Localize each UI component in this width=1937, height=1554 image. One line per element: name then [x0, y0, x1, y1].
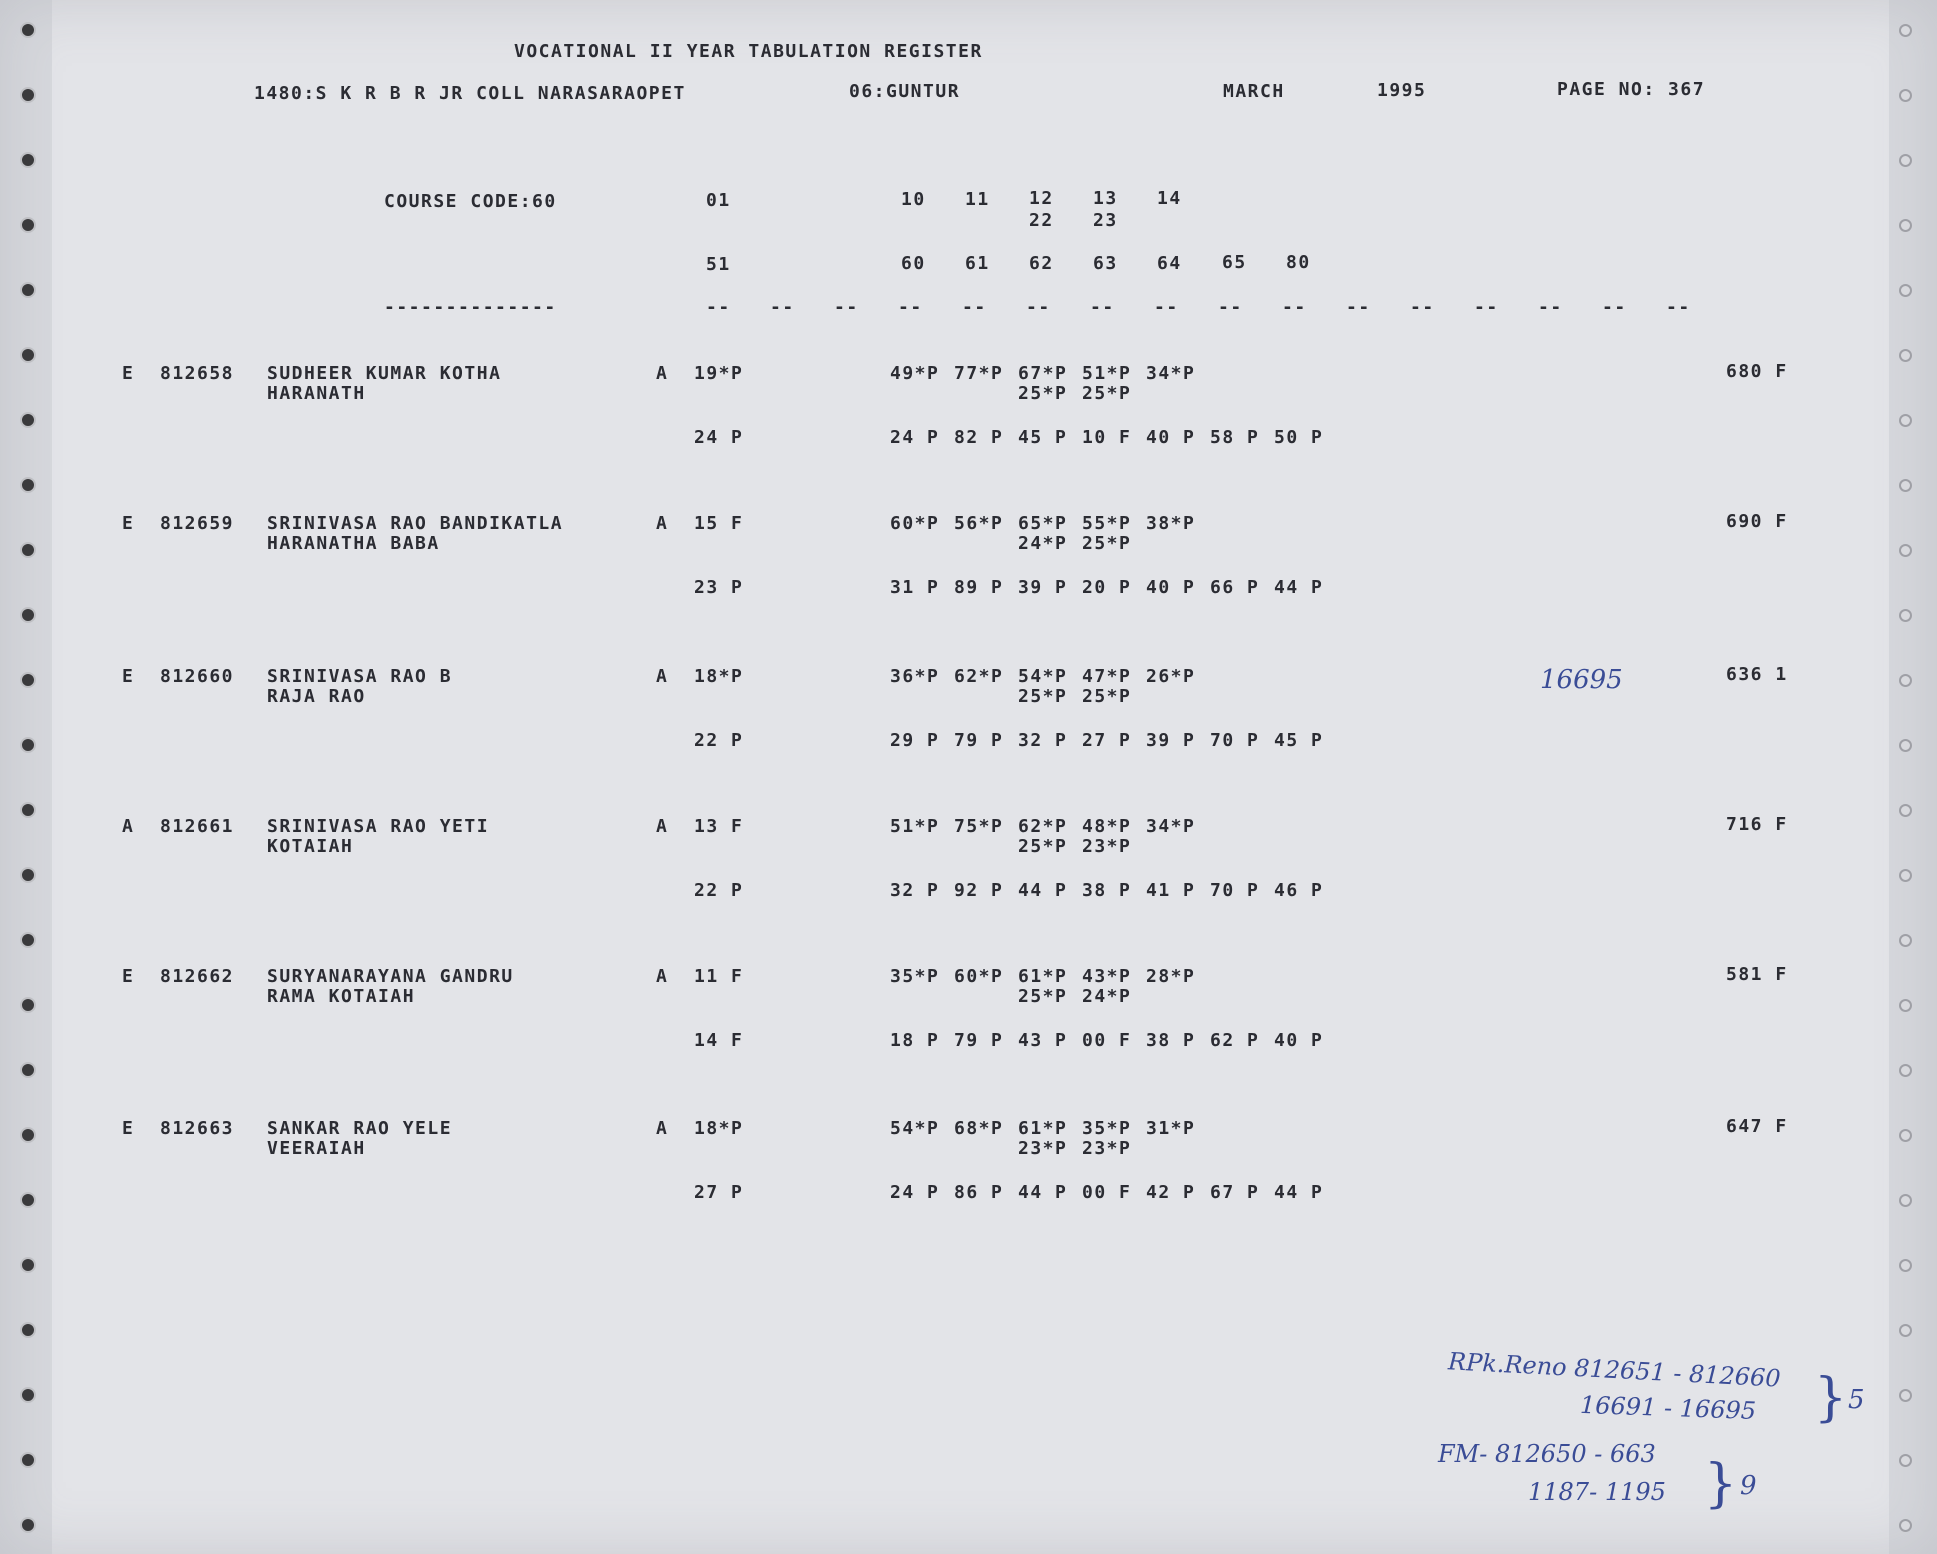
college-name: 1480:S K R B R JR COLL NARASARAOPET	[254, 83, 686, 104]
mark-line1: 54*P	[890, 1118, 940, 1139]
mark-line2: 92 P	[954, 880, 1004, 901]
sprocket-hole-right	[1899, 999, 1912, 1012]
student-category: E	[122, 966, 135, 987]
handwritten-rpk-line1: RPk.Reno 812651 - 812660	[1447, 1347, 1782, 1393]
column-dash: --	[962, 297, 987, 318]
mark-line2: 40 P	[1274, 1030, 1324, 1051]
mark-line2: 24 P	[890, 427, 940, 448]
sprocket-hole-right	[1899, 739, 1912, 752]
student-father-name: VEERAIAH	[267, 1138, 366, 1159]
sprocket-hole-left	[20, 1192, 36, 1208]
mark-line1: 48*P	[1082, 816, 1132, 837]
sprocket-hole-left	[20, 1452, 36, 1468]
mark-line1: 36*P	[890, 666, 940, 687]
mark-line2: 82 P	[954, 427, 1004, 448]
mark-line1: 67*P	[1018, 363, 1068, 384]
mark-51: 14 F	[694, 1030, 744, 1051]
mark-line1: 68*P	[954, 1118, 1004, 1139]
mark-line1: 60*P	[890, 513, 940, 534]
student-father-name: HARANATH	[267, 383, 366, 404]
code-80: 80	[1286, 252, 1311, 273]
mark-line2: 29 P	[890, 730, 940, 751]
mark-line1: 35*P	[890, 966, 940, 987]
mark-line2: 41 P	[1146, 880, 1196, 901]
mark-line2: 70 P	[1210, 880, 1260, 901]
sprocket-hole-right	[1899, 349, 1912, 362]
column-dash: --	[1474, 297, 1499, 318]
mark-line2: 43 P	[1018, 1030, 1068, 1051]
student-grade: A	[656, 513, 669, 534]
student-roll-number: 812661	[160, 816, 235, 837]
mark-line2: 79 P	[954, 730, 1004, 751]
sprocket-hole-left	[20, 1517, 36, 1533]
course-code: COURSE CODE:60	[384, 191, 557, 212]
mark-line1b: 25*P	[1082, 533, 1132, 554]
student-father-name: RAJA RAO	[267, 686, 366, 707]
mark-51: 22 P	[694, 880, 744, 901]
code-60: 60	[901, 253, 926, 274]
student-roll-number: 812659	[160, 513, 235, 534]
mark-51: 22 P	[694, 730, 744, 751]
code-13: 13	[1093, 188, 1118, 209]
mark-line2: 00 F	[1082, 1182, 1132, 1203]
student-roll-number: 812662	[160, 966, 235, 987]
sprocket-hole-right	[1899, 154, 1912, 167]
student-grade: A	[656, 363, 669, 384]
mark-line2: 50 P	[1274, 427, 1324, 448]
column-dash: --	[1538, 297, 1563, 318]
mark-line2: 32 P	[890, 880, 940, 901]
mark-51: 27 P	[694, 1182, 744, 1203]
mark-line1: 38*P	[1146, 513, 1196, 534]
sprocket-hole-left	[20, 347, 36, 363]
mark-01: 13 F	[694, 816, 744, 837]
mark-line2: 39 P	[1018, 577, 1068, 598]
column-dash: --	[770, 297, 795, 318]
sprocket-hole-right	[1899, 414, 1912, 427]
code-64: 64	[1157, 253, 1182, 274]
mark-line2: 39 P	[1146, 730, 1196, 751]
handwritten-brace-2: }	[1704, 1454, 1738, 1514]
page-number: PAGE NO: 367	[1557, 79, 1706, 100]
mark-line2: 79 P	[954, 1030, 1004, 1051]
column-dash: --	[1410, 297, 1435, 318]
mark-line1b: 25*P	[1018, 686, 1068, 707]
sprocket-hole-left	[20, 87, 36, 103]
student-name: SANKAR RAO YELE	[267, 1118, 453, 1139]
sprocket-hole-left	[20, 1062, 36, 1078]
sprocket-hole-right	[1899, 479, 1912, 492]
column-dash: --	[706, 297, 731, 318]
mark-line1: 51*P	[1082, 363, 1132, 384]
mark-line2: 27 P	[1082, 730, 1132, 751]
student-category: E	[122, 666, 135, 687]
mark-line1: 62*P	[954, 666, 1004, 687]
mark-line1: 61*P	[1018, 966, 1068, 987]
handwritten-fm-line1: FM- 812650 - 663	[1438, 1440, 1656, 1468]
handwritten-brace-1: }	[1814, 1368, 1848, 1428]
handwritten-fm-count: 9	[1740, 1471, 1757, 1501]
code-62: 62	[1029, 253, 1054, 274]
sprocket-hole-left	[20, 867, 36, 883]
mark-line2: 38 P	[1082, 880, 1132, 901]
code-14: 14	[1157, 188, 1182, 209]
sprocket-hole-right	[1899, 934, 1912, 947]
mark-line1: 31*P	[1146, 1118, 1196, 1139]
student-name: SRINIVASA RAO YETI	[267, 816, 490, 837]
right-tractor-strip	[1889, 0, 1937, 1554]
mark-line1b: 25*P	[1018, 836, 1068, 857]
sprocket-hole-right	[1899, 219, 1912, 232]
student-roll-number: 812663	[160, 1118, 235, 1139]
student-name: SURYANARAYANA GANDRU	[267, 966, 514, 987]
student-grade: A	[656, 966, 669, 987]
mark-line2: 20 P	[1082, 577, 1132, 598]
mark-line1b: 25*P	[1082, 383, 1132, 404]
mark-line2: 32 P	[1018, 730, 1068, 751]
mark-line1: 77*P	[954, 363, 1004, 384]
sprocket-hole-left	[20, 737, 36, 753]
sprocket-hole-left	[20, 542, 36, 558]
mark-line2: 58 P	[1210, 427, 1260, 448]
mark-line1: 54*P	[1018, 666, 1068, 687]
mark-line1b: 24*P	[1082, 986, 1132, 1007]
mark-line2: 70 P	[1210, 730, 1260, 751]
mark-line1: 61*P	[1018, 1118, 1068, 1139]
mark-line1: 26*P	[1146, 666, 1196, 687]
mark-line1b: 24*P	[1018, 533, 1068, 554]
mark-01: 15 F	[694, 513, 744, 534]
student-grade: A	[656, 666, 669, 687]
mark-01: 11 F	[694, 966, 744, 987]
column-dash: --	[1666, 297, 1691, 318]
exam-year: 1995	[1377, 80, 1427, 101]
sprocket-hole-left	[20, 1127, 36, 1143]
sprocket-hole-left	[20, 1257, 36, 1273]
sprocket-hole-right	[1899, 89, 1912, 102]
sprocket-hole-left	[20, 217, 36, 233]
sprocket-hole-right	[1899, 869, 1912, 882]
column-dash: --	[1154, 297, 1179, 318]
sprocket-hole-left	[20, 672, 36, 688]
mark-line2: 42 P	[1146, 1182, 1196, 1203]
code-12: 12	[1029, 188, 1054, 209]
mark-line2: 46 P	[1274, 880, 1324, 901]
mark-line1b: 25*P	[1018, 383, 1068, 404]
mark-line2: 44 P	[1274, 577, 1324, 598]
handwritten-rpk-line2: 16691 - 16695	[1579, 1390, 1757, 1426]
mark-line2: 24 P	[890, 1182, 940, 1203]
left-tractor-strip	[0, 0, 52, 1554]
mark-line2: 45 P	[1018, 427, 1068, 448]
sprocket-hole-right	[1899, 1259, 1912, 1272]
column-dash: --	[1218, 297, 1243, 318]
code-11: 11	[965, 189, 990, 210]
code-51: 51	[706, 254, 731, 275]
sprocket-hole-left	[20, 152, 36, 168]
sprocket-hole-right	[1899, 1194, 1912, 1207]
mark-line2: 18 P	[890, 1030, 940, 1051]
mark-line2: 86 P	[954, 1182, 1004, 1203]
mark-line2: 40 P	[1146, 577, 1196, 598]
column-dash: --	[1282, 297, 1307, 318]
mark-01: 19*P	[694, 363, 744, 384]
sprocket-hole-right	[1899, 1324, 1912, 1337]
student-roll-number: 812660	[160, 666, 235, 687]
mark-line2: 66 P	[1210, 577, 1260, 598]
mark-line2: 67 P	[1210, 1182, 1260, 1203]
mark-line1: 28*P	[1146, 966, 1196, 987]
student-total: 647 F	[1726, 1116, 1788, 1137]
mark-line1: 65*P	[1018, 513, 1068, 534]
handwritten-mid-note: 16695	[1540, 665, 1623, 695]
code-65: 65	[1222, 252, 1247, 273]
mark-line2: 10 F	[1082, 427, 1132, 448]
sprocket-hole-left	[20, 802, 36, 818]
code-01: 01	[706, 190, 731, 211]
mark-line1: 34*P	[1146, 363, 1196, 384]
column-dash: --	[1026, 297, 1051, 318]
mark-line2: 44 P	[1018, 1182, 1068, 1203]
student-grade: A	[656, 816, 669, 837]
sprocket-hole-right	[1899, 1129, 1912, 1142]
column-dash: --	[1346, 297, 1371, 318]
sprocket-hole-left	[20, 282, 36, 298]
student-total: 581 F	[1726, 964, 1788, 985]
mark-line1b: 25*P	[1018, 986, 1068, 1007]
sprocket-hole-right	[1899, 1389, 1912, 1402]
student-total: 716 F	[1726, 814, 1788, 835]
sprocket-hole-right	[1899, 804, 1912, 817]
mark-line1: 75*P	[954, 816, 1004, 837]
sprocket-hole-right	[1899, 1519, 1912, 1532]
header-underline: --------------	[384, 297, 557, 318]
mark-line2: 62 P	[1210, 1030, 1260, 1051]
mark-line1: 47*P	[1082, 666, 1132, 687]
column-dash: --	[834, 297, 859, 318]
mark-line1: 51*P	[890, 816, 940, 837]
sprocket-hole-left	[20, 22, 36, 38]
mark-line2: 44 P	[1274, 1182, 1324, 1203]
sprocket-hole-right	[1899, 1064, 1912, 1077]
column-dash: --	[1090, 297, 1115, 318]
student-category: E	[122, 513, 135, 534]
student-total: 636 1	[1726, 664, 1788, 685]
register-title: VOCATIONAL II YEAR TABULATION REGISTER	[514, 41, 983, 62]
student-name: SRINIVASA RAO BANDIKATLA	[267, 513, 564, 534]
mark-line1: 34*P	[1146, 816, 1196, 837]
student-name: SUDHEER KUMAR KOTHA	[267, 363, 502, 384]
mark-01: 18*P	[694, 1118, 744, 1139]
sprocket-hole-left	[20, 412, 36, 428]
mark-line2: 38 P	[1146, 1030, 1196, 1051]
sprocket-hole-right	[1899, 609, 1912, 622]
mark-line1b: 25*P	[1082, 686, 1132, 707]
student-category: E	[122, 363, 135, 384]
mark-01: 18*P	[694, 666, 744, 687]
student-category: A	[122, 816, 135, 837]
student-father-name: HARANATHA BABA	[267, 533, 440, 554]
mark-51: 24 P	[694, 427, 744, 448]
code-10: 10	[901, 189, 926, 210]
mark-line1b: 23*P	[1018, 1138, 1068, 1159]
sprocket-hole-right	[1899, 544, 1912, 557]
district-name: 06:GUNTUR	[849, 81, 961, 102]
student-grade: A	[656, 1118, 669, 1139]
mark-51: 23 P	[694, 577, 744, 598]
student-category: E	[122, 1118, 135, 1139]
mark-line1: 56*P	[954, 513, 1004, 534]
mark-line1: 62*P	[1018, 816, 1068, 837]
student-total: 680 F	[1726, 361, 1788, 382]
student-total: 690 F	[1726, 511, 1788, 532]
mark-line2: 00 F	[1082, 1030, 1132, 1051]
mark-line1: 43*P	[1082, 966, 1132, 987]
mark-line2: 40 P	[1146, 427, 1196, 448]
sprocket-hole-left	[20, 1387, 36, 1403]
code-22: 22	[1029, 210, 1054, 231]
student-roll-number: 812658	[160, 363, 235, 384]
sprocket-hole-right	[1899, 1454, 1912, 1467]
mark-line2: 44 P	[1018, 880, 1068, 901]
mark-line2: 31 P	[890, 577, 940, 598]
mark-line1: 35*P	[1082, 1118, 1132, 1139]
student-father-name: RAMA KOTAIAH	[267, 986, 416, 1007]
column-dash: --	[898, 297, 923, 318]
sprocket-hole-left	[20, 997, 36, 1013]
mark-line1: 55*P	[1082, 513, 1132, 534]
code-61: 61	[965, 253, 990, 274]
exam-month: MARCH	[1223, 81, 1285, 102]
mark-line1: 60*P	[954, 966, 1004, 987]
sprocket-hole-right	[1899, 284, 1912, 297]
mark-line2: 45 P	[1274, 730, 1324, 751]
sprocket-hole-right	[1899, 24, 1912, 37]
sprocket-hole-left	[20, 607, 36, 623]
sprocket-hole-right	[1899, 674, 1912, 687]
mark-line1: 49*P	[890, 363, 940, 384]
student-father-name: KOTAIAH	[267, 836, 354, 857]
code-23: 23	[1093, 210, 1118, 231]
mark-line2: 89 P	[954, 577, 1004, 598]
sprocket-hole-left	[20, 1322, 36, 1338]
student-name: SRINIVASA RAO B	[267, 666, 453, 687]
sprocket-hole-left	[20, 477, 36, 493]
mark-line1b: 23*P	[1082, 1138, 1132, 1159]
handwritten-rpk-count: 5	[1848, 1385, 1865, 1415]
mark-line1b: 23*P	[1082, 836, 1132, 857]
column-dash: --	[1602, 297, 1627, 318]
sprocket-hole-left	[20, 932, 36, 948]
handwritten-fm-line2: 1187- 1195	[1528, 1478, 1666, 1506]
code-63: 63	[1093, 253, 1118, 274]
